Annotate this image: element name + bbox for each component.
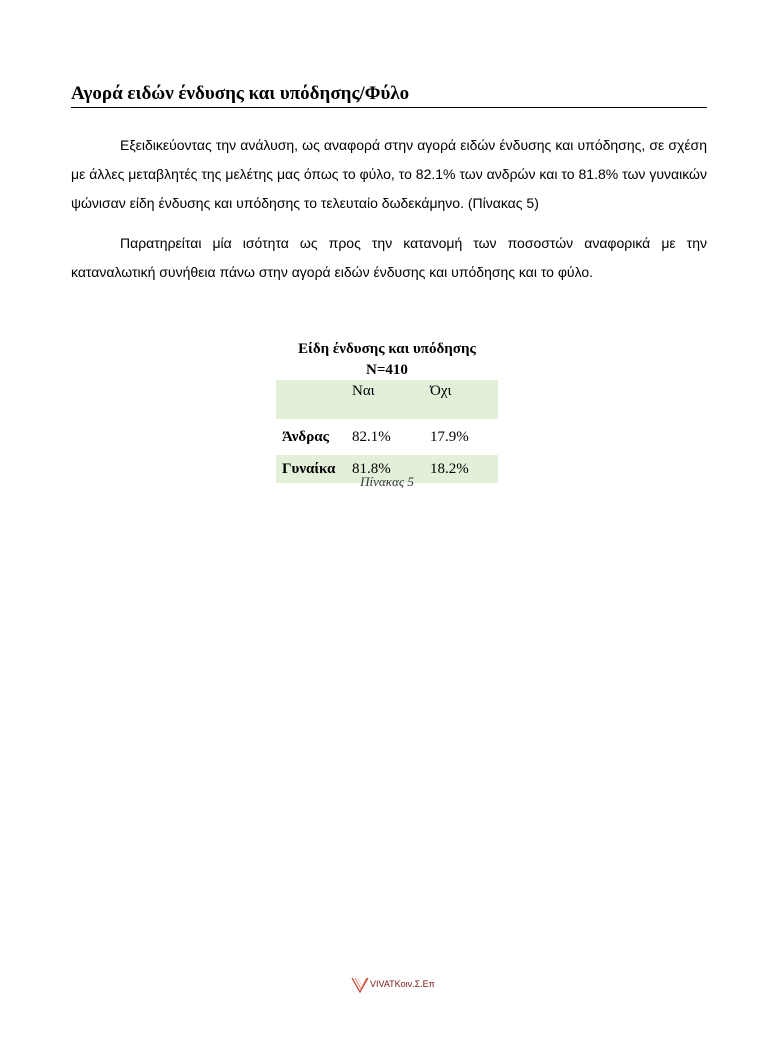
- section-heading: Αγορά ειδών ένδυσης και υπόδησης/Φύλο: [71, 82, 707, 108]
- table-title: Είδη ένδυσης και υπόδησης: [298, 341, 476, 357]
- cell-male-yes: 82.1%: [351, 428, 391, 445]
- table-header-yes: Ναι: [348, 380, 420, 419]
- table-header-empty: [276, 380, 348, 419]
- cell-male-no: 17.9%: [429, 428, 469, 445]
- row-label-female: Γυναίκα: [276, 455, 348, 483]
- table-header-no: Όχι: [420, 380, 498, 419]
- paragraph-1: Εξειδικεύοντας την ανάλυση, ως αναφορά στην αγορά ειδών ένδυσης και υπόδησης, σε σχέση με άλλες μεταβλητές της μελέτης μας όπως το φύλο, το 82.1% των ανδρών και το 81.8% των γυναικών ψώνισαν είδη ένδυσης και υπόδησης το τελευταίο δωδεκάμηνο. (Πίνακας 5): [71, 137, 707, 211]
- logo-text: VIVATΚοιν.Σ.Επ: [370, 979, 435, 989]
- data-table: [276, 380, 498, 483]
- cell-female-no: 18.2%: [420, 455, 498, 483]
- table-caption: Πίνακας 5: [360, 474, 414, 489]
- row-label-male: Άνδρας: [282, 428, 329, 445]
- footer-logo: [350, 972, 440, 998]
- table-title-block: [276, 339, 498, 381]
- paragraph-2: Παρατηρείται μία ισότητα ως προς την κατανομή των ποσοστών αναφορικά με την καταναλωτική συνήθεια πάνω στην αγορά ειδών ένδυσης και υπόδησης και το φύλο.: [71, 235, 707, 280]
- table-subtitle: N=410: [366, 362, 408, 378]
- table-header-row: [276, 380, 498, 419]
- table-row: [276, 419, 498, 455]
- cell-female-yes: 81.8%: [348, 455, 420, 483]
